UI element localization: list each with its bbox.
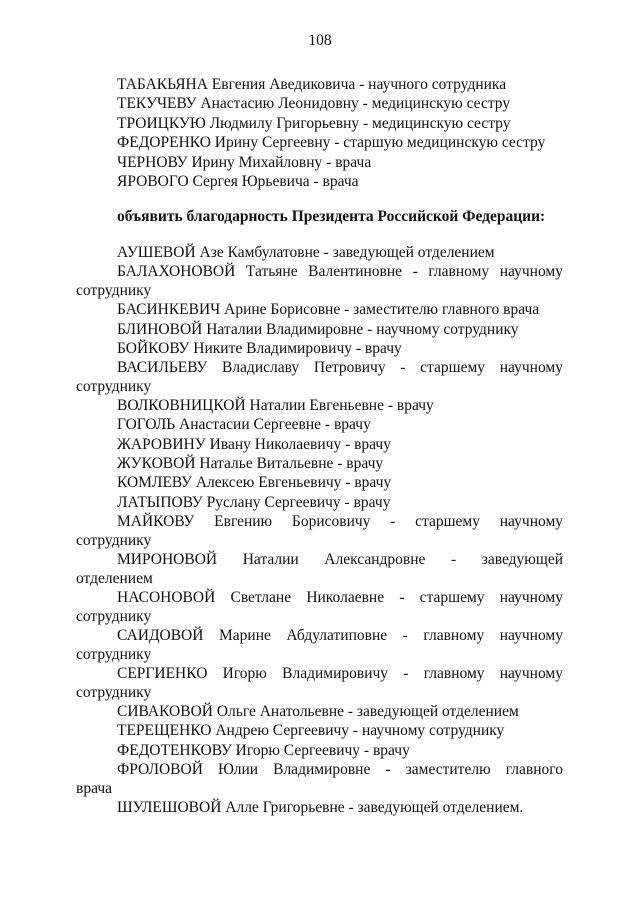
list-item: ФЕДОРЕНКО Ирину Сергеевну - старшую медицинскую сестру	[117, 134, 546, 152]
list-item-text: СИВАКОВОЙ Ольге Анатольевне - заведующей отделением	[117, 702, 519, 720]
award-list-continued	[0, 75, 640, 191]
list-item-continuation: сотруднику	[76, 531, 152, 549]
list-item-text: ГОГОЛЬ Анастасии Сергеевне - врачу	[117, 416, 371, 434]
list-item	[0, 473, 640, 492]
list-item	[0, 702, 640, 721]
list-item	[0, 721, 640, 740]
list-item	[0, 493, 640, 512]
list-item-text: МИРОНОВОЙ Наталии Александровне - заведующей	[117, 550, 563, 568]
section-heading: объявить благодарность Президента Российской Федерации:	[117, 208, 546, 225]
list-item-text: БЛИНОВОЙ Наталии Владимировне - научному сотруднику	[117, 320, 519, 338]
list-item-text: ЖАРОВИНУ Ивану Николаевичу - врачу	[117, 435, 391, 453]
list-item: ЯРОВОГО Сергея Юрьевича - врача	[117, 172, 359, 190]
list-item	[0, 664, 640, 702]
list-item-text: БОЙКОВУ Никите Владимировичу - врачу	[117, 339, 402, 357]
list-item-continuation: врача	[76, 779, 113, 797]
list-item	[0, 415, 640, 434]
list-item	[0, 396, 640, 415]
list-item	[0, 454, 640, 473]
list-item	[0, 339, 640, 358]
list-item-text: МАЙКОВУ Евгению Борисовичу - старшему научному	[117, 512, 563, 530]
list-item-text: ФРОЛОВОЙ Юлии Владимировне - заместителю главного	[117, 760, 563, 778]
list-item	[0, 550, 640, 588]
list-item-text: ЛАТЫПОВУ Руслану Сергеевичу - врачу	[117, 493, 391, 511]
list-item-text: НАСОНОВОЙ Светлане Николаевне - старшему научному	[117, 588, 563, 606]
list-item-continuation: сотруднику	[76, 282, 152, 300]
list-item-text: ЖУКОВОЙ Наталье Витальевне - врачу	[117, 455, 384, 473]
list-item-text: СЕРГИЕНКО Игорю Владимировичу - главному научному	[117, 664, 563, 682]
list-item: ЧЕРНОВУ Ирину Михайловну - врача	[117, 153, 372, 171]
list-item	[0, 358, 640, 396]
list-item-continuation: сотруднику	[76, 607, 152, 625]
list-item	[0, 243, 640, 262]
list-item-text: ТЕРЕЩЕНКО Андрею Сергеевичу - научному сотруднику	[117, 722, 505, 740]
page-number: 108	[308, 32, 332, 49]
list-item-text: САИДОВОЙ Марине Абдулатиповне - главному научному	[117, 626, 563, 644]
list-item: ТАБАКЬЯНА Евгения Аведиковича - научного сотрудника	[117, 76, 507, 93]
list-item-text: АУШЕВОЙ Азе Камбулатовне - заведующей отделением	[117, 244, 495, 261]
list-item	[0, 300, 640, 319]
list-item	[0, 320, 640, 339]
list-item-continuation: сотруднику	[76, 378, 152, 396]
list-item-text: ВОЛКОВНИЦКОЙ Наталии Евгеньевне - врачу	[117, 397, 434, 415]
list-item	[0, 760, 640, 798]
list-item	[0, 588, 640, 626]
list-item	[0, 626, 640, 664]
list-item	[0, 798, 640, 817]
list-item-text: КОМЛЕВУ Алексею Евгеньевичу - врачу	[117, 474, 392, 492]
list-item-text: ШУЛЕШОВОЙ Алле Григорьевне - заведующей отделением.	[117, 798, 524, 816]
list-item	[0, 741, 640, 760]
list-item-text: ФЕДОТЕНКОВУ Игорю Сергеевичу - врачу	[117, 741, 410, 759]
list-item	[0, 262, 640, 300]
list-item-text: ВАСИЛЬЕВУ Владиславу Петровичу - старшему научному	[117, 359, 563, 377]
list-item-continuation: сотруднику	[76, 645, 152, 663]
list-item-continuation: отделением	[76, 569, 153, 587]
list-item	[0, 435, 640, 454]
list-item-text: БАСИНКЕВИЧ Арине Борисовне - заместителю главного врача	[117, 301, 540, 319]
gratitude-list	[0, 243, 640, 817]
list-item: ТЕКУЧЕВУ Анастасию Леонидовну - медицинскую сестру	[117, 95, 511, 113]
list-item-continuation: сотруднику	[76, 683, 152, 701]
list-item: ТРОИЦКУЮ Людмилу Григорьевну - медицинскую сестру	[117, 114, 511, 132]
list-item-text: БАЛАХОНОВОЙ Татьяне Валентиновне - главному научному	[117, 263, 563, 281]
list-item	[0, 512, 640, 550]
